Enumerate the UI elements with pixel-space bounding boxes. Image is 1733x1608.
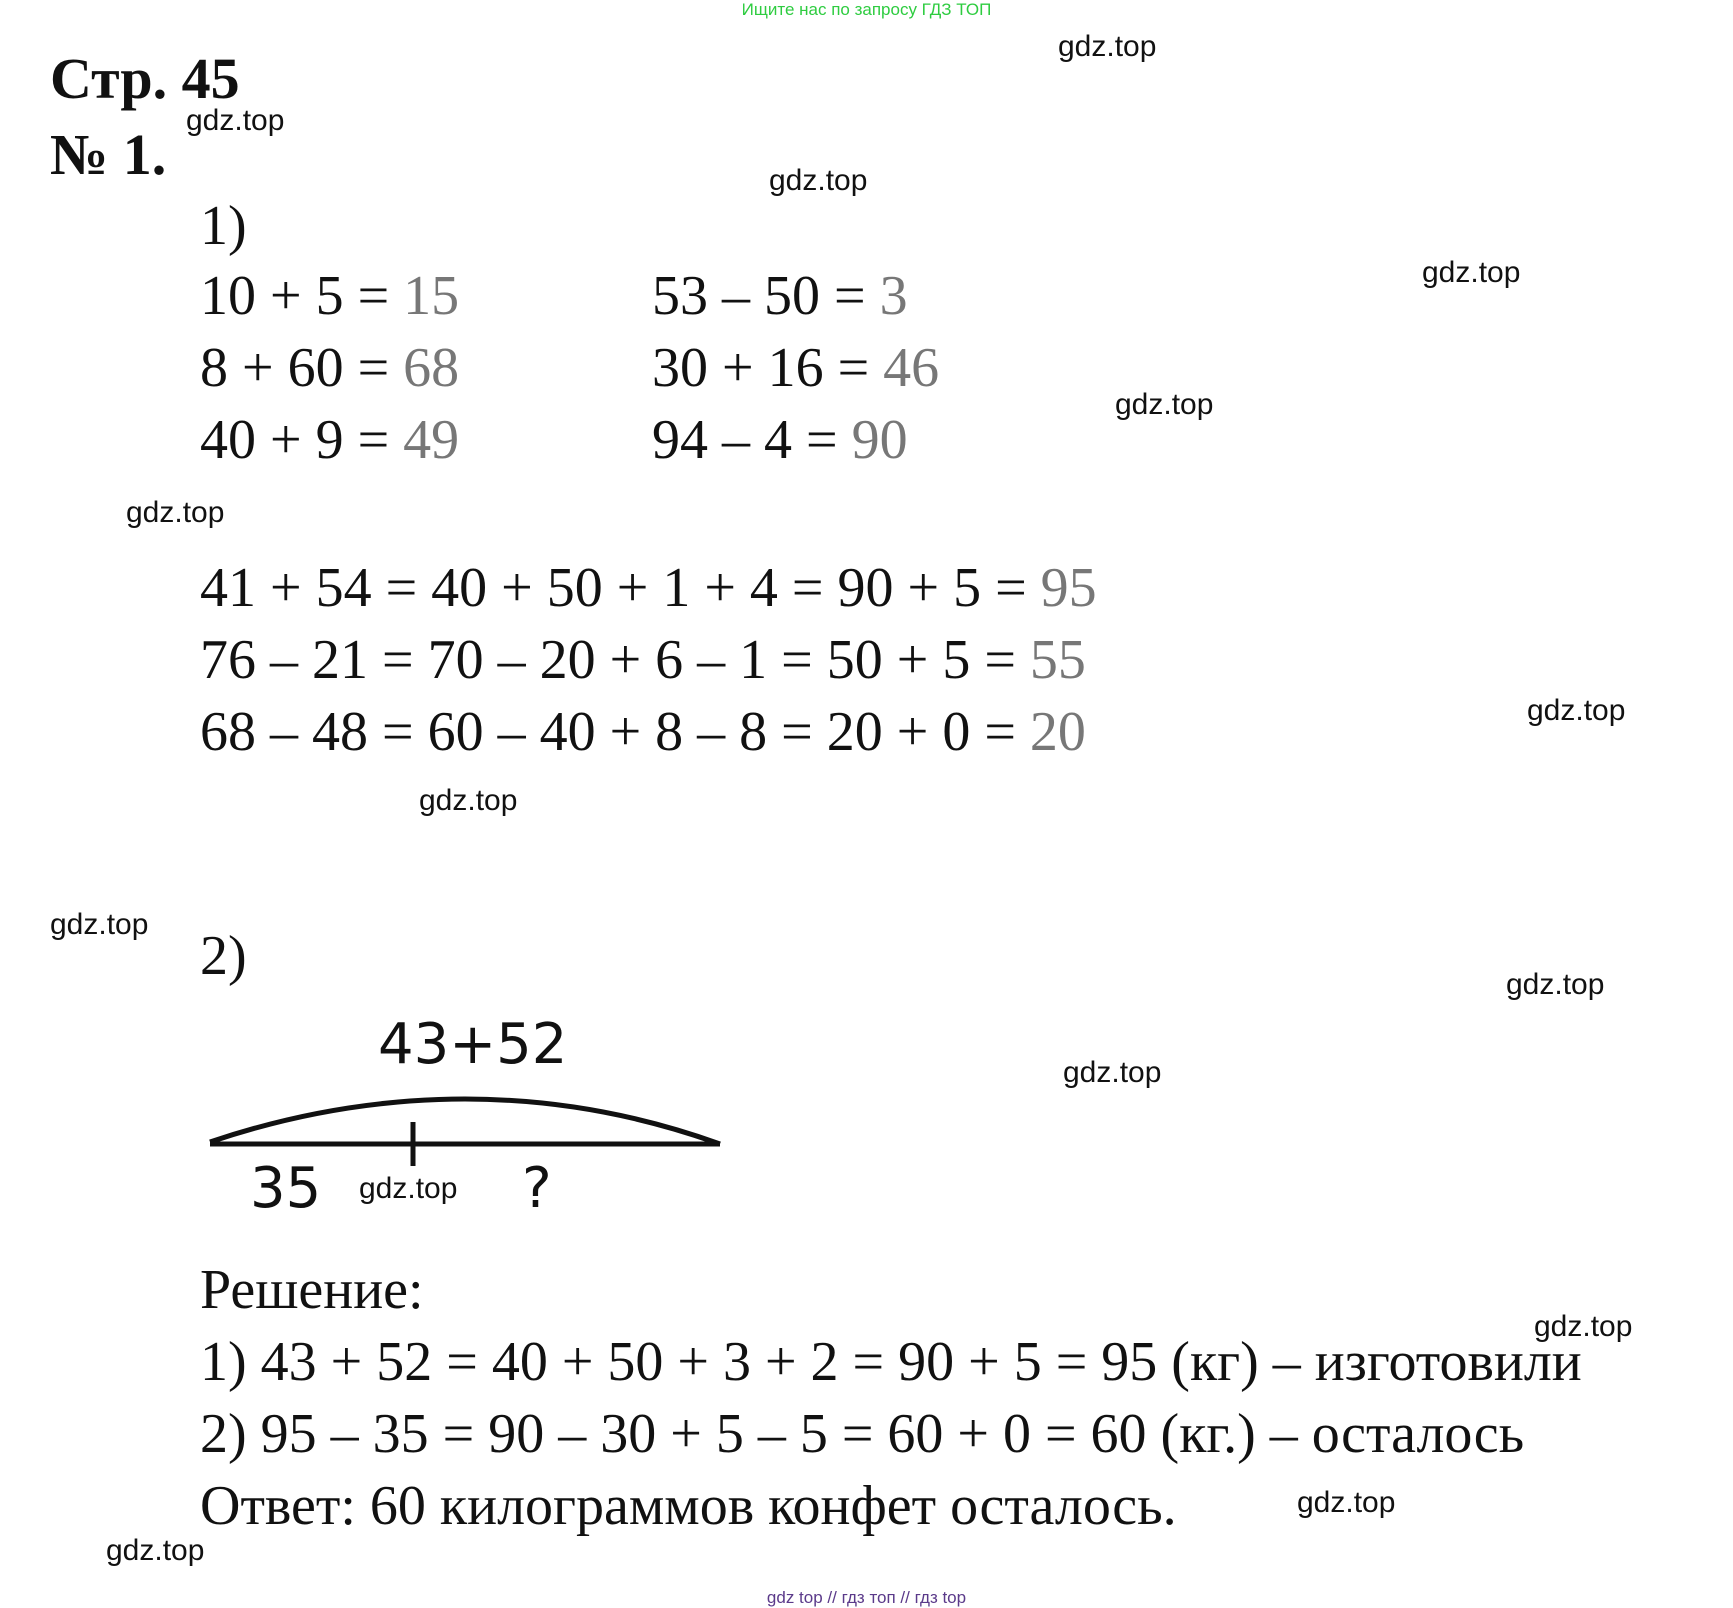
watermark: gdz.top	[1527, 694, 1626, 727]
watermark: gdz.top	[1506, 968, 1605, 1001]
equation-long-3: 68 – 48 = 60 – 40 + 8 – 8 = 20 + 0 = 20	[200, 701, 1086, 763]
exercise-number: № 1.	[50, 122, 167, 187]
equation-long-1: 41 + 54 = 40 + 50 + 1 + 4 = 90 + 5 = 95	[200, 557, 1097, 619]
watermark: gdz.top	[1422, 256, 1521, 289]
watermark: gdz.top	[1058, 30, 1157, 63]
part1-label: 1)	[200, 195, 247, 257]
equation-left-2: 8 + 60 = 68	[200, 337, 460, 399]
solution-line-1: 1) 43 + 52 = 40 + 50 + 3 + 2 = 90 + 5 = 95 (кг) – изготовили	[200, 1331, 1582, 1393]
watermark: gdz.top	[1534, 1310, 1633, 1343]
solution-title: Решение:	[200, 1259, 424, 1321]
page-title: Стр. 45	[50, 46, 240, 111]
equation-right-3: 94 – 4 = 90	[652, 409, 908, 471]
equation-left-1: 10 + 5 = 15	[200, 265, 460, 327]
answer-line: Ответ: 60 килограммов конфет осталось.	[200, 1475, 1177, 1537]
watermark: gdz.top	[769, 164, 868, 197]
watermark: gdz.top	[50, 908, 149, 941]
diagram-top-label: 43+52	[378, 1012, 568, 1077]
part2-label: 2)	[200, 925, 247, 987]
diagram-right-label: ?	[522, 1156, 552, 1221]
watermark: gdz.top	[1063, 1056, 1162, 1089]
solution-line-2: 2) 95 – 35 = 90 – 30 + 5 – 5 = 60 + 0 = 60 (кг.) – осталось	[200, 1403, 1525, 1465]
watermark: gdz.top	[106, 1534, 205, 1567]
footer-links[interactable]: gdz top // гдз топ // гдз top	[766, 1588, 967, 1607]
watermark: gdz.top	[1115, 388, 1214, 421]
diagram-arc	[210, 1099, 720, 1144]
watermark: gdz.top	[419, 784, 518, 817]
watermark: gdz.top	[186, 104, 285, 137]
top-search-link[interactable]: Ищите нас по запросу ГДЗ ТОП	[741, 0, 992, 19]
equation-long-2: 76 – 21 = 70 – 20 + 6 – 1 = 50 + 5 = 55	[200, 629, 1086, 691]
diagram-left-label: 35	[250, 1156, 322, 1221]
equation-left-3: 40 + 9 = 49	[200, 409, 460, 471]
equation-right-1: 53 – 50 = 3	[652, 265, 908, 327]
watermark: gdz.top	[359, 1172, 458, 1205]
watermark: gdz.top	[1297, 1486, 1396, 1519]
watermark: gdz.top	[126, 496, 225, 529]
equation-right-2: 30 + 16 = 46	[652, 337, 940, 399]
